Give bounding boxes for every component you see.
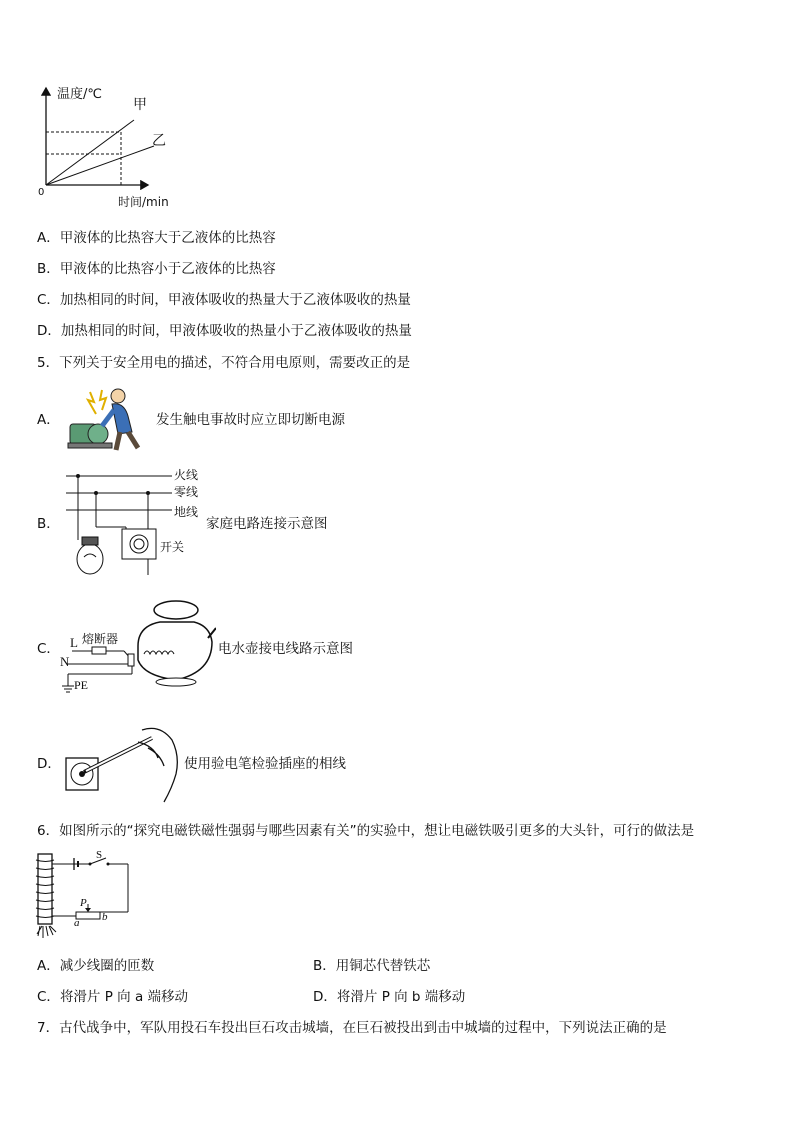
q4-option-b-text: 甲液体的比热容小于乙液体的比热容 bbox=[59, 261, 276, 277]
line-jia-label: 甲 bbox=[133, 97, 147, 113]
q5-option-d-caption: 使用验电笔检验插座的相线 bbox=[184, 756, 346, 772]
pins-icon bbox=[37, 926, 56, 938]
q4-option-c-text: 加热相同的时间，甲液体吸收的热量大于乙液体吸收的热量 bbox=[59, 292, 411, 308]
q6-option-b[interactable] bbox=[313, 957, 430, 975]
s-label: S bbox=[96, 849, 103, 861]
q6-option-a[interactable] bbox=[37, 957, 154, 975]
q4-option-b[interactable] bbox=[37, 260, 276, 278]
l-label: L bbox=[70, 635, 78, 650]
electric-shock-illustration bbox=[66, 386, 152, 452]
kettle-wiring-diagram bbox=[58, 598, 216, 698]
p-label: P bbox=[80, 897, 87, 909]
a-label: a bbox=[74, 917, 80, 929]
q4-option-a[interactable] bbox=[37, 229, 276, 247]
electromagnet-circuit bbox=[30, 848, 140, 944]
q5-option-c-caption: 电水壶接电线路示意图 bbox=[218, 641, 353, 657]
q6-option-c-text: 将滑片 P 向 a 端移动 bbox=[59, 989, 189, 1005]
temperature-time-graph bbox=[30, 82, 200, 212]
motor-base bbox=[68, 443, 112, 448]
q4-option-a-key: A． bbox=[37, 230, 60, 246]
q6-option-a-key: A． bbox=[37, 958, 60, 974]
graph-axes bbox=[30, 82, 200, 212]
q6-option-c-key: C． bbox=[37, 989, 60, 1005]
zero-wire-label: 零线 bbox=[174, 485, 199, 499]
bulb-icon bbox=[77, 544, 103, 574]
test-pen-illustration bbox=[64, 726, 184, 806]
person-body bbox=[112, 404, 132, 434]
y-axis-label: 温度/℃ bbox=[57, 87, 102, 102]
q6-option-d-text: 将滑片 P 向 b 端移动 bbox=[336, 989, 466, 1005]
motor-end bbox=[88, 424, 108, 444]
q6-option-a-text: 减少线圈的匝数 bbox=[59, 958, 155, 974]
q6-option-b-text: 用铜芯代替铁芯 bbox=[335, 958, 431, 974]
q4-option-d[interactable] bbox=[37, 322, 412, 340]
fuse-label: 熔断器 bbox=[82, 632, 119, 646]
q5-option-b-caption: 家庭电路连接示意图 bbox=[206, 516, 328, 532]
fuse-icon bbox=[92, 647, 106, 654]
pe-label: PE bbox=[74, 678, 89, 692]
q6-option-d[interactable] bbox=[313, 988, 465, 1006]
q4-option-b-key: B． bbox=[37, 261, 60, 277]
q6-option-b-key: B． bbox=[313, 958, 336, 974]
household-circuit-diagram bbox=[60, 465, 210, 583]
spark-icon bbox=[88, 392, 96, 414]
q4-option-c-key: C． bbox=[37, 292, 60, 308]
n-label: N bbox=[60, 654, 70, 669]
line-yi-label: 乙 bbox=[152, 133, 166, 149]
person-head bbox=[111, 389, 125, 403]
q5-option-a-caption: 发生触电事故时应立即切断电源 bbox=[156, 412, 345, 428]
b-label: b bbox=[102, 911, 108, 923]
ground-wire-label: 地线 bbox=[174, 505, 199, 519]
q6-stem: 6．如图所示的“探究电磁铁磁性强弱与哪些因素有关”的实验中，想让电磁铁吸引更多的大头针，可行的做法是 bbox=[37, 823, 695, 839]
q7-stem: 7．古代战争中，军队用投石车投出巨石攻击城墙，在巨石被投出到击中城墙的过程中，下列说法正确的是 bbox=[37, 1020, 667, 1036]
x-axis-label: 时间/min bbox=[118, 195, 169, 209]
q5-option-c-key[interactable]: C． bbox=[37, 641, 60, 657]
q5-option-a-key[interactable]: A． bbox=[37, 412, 60, 428]
iron-core bbox=[38, 854, 52, 924]
q4-option-d-key: D． bbox=[37, 323, 61, 339]
spark-icon-2 bbox=[100, 390, 106, 410]
origin-label: 0 bbox=[38, 187, 45, 198]
q6-option-c[interactable] bbox=[37, 988, 188, 1006]
switch-label: 开关 bbox=[160, 540, 185, 554]
q4-option-c[interactable] bbox=[37, 291, 411, 309]
q5-option-d-key[interactable]: D． bbox=[37, 756, 61, 772]
q4-option-a-text: 甲液体的比热容大于乙液体的比热容 bbox=[59, 230, 276, 246]
fire-wire-label: 火线 bbox=[174, 468, 199, 482]
line-yi bbox=[46, 146, 154, 185]
hand-icon bbox=[138, 728, 177, 802]
q5-option-b-key[interactable]: B． bbox=[37, 516, 60, 532]
q5-stem: 5．下列关于安全用电的描述，不符合用电原则，需要改正的是 bbox=[37, 355, 411, 371]
q6-option-d-key: D． bbox=[313, 989, 337, 1005]
person-arm bbox=[102, 410, 114, 426]
kettle-body bbox=[138, 622, 212, 680]
kettle-lid bbox=[154, 601, 198, 619]
q4-option-d-text: 加热相同的时间，甲液体吸收的热量小于乙液体吸收的热量 bbox=[60, 323, 412, 339]
person-legs bbox=[116, 432, 138, 450]
